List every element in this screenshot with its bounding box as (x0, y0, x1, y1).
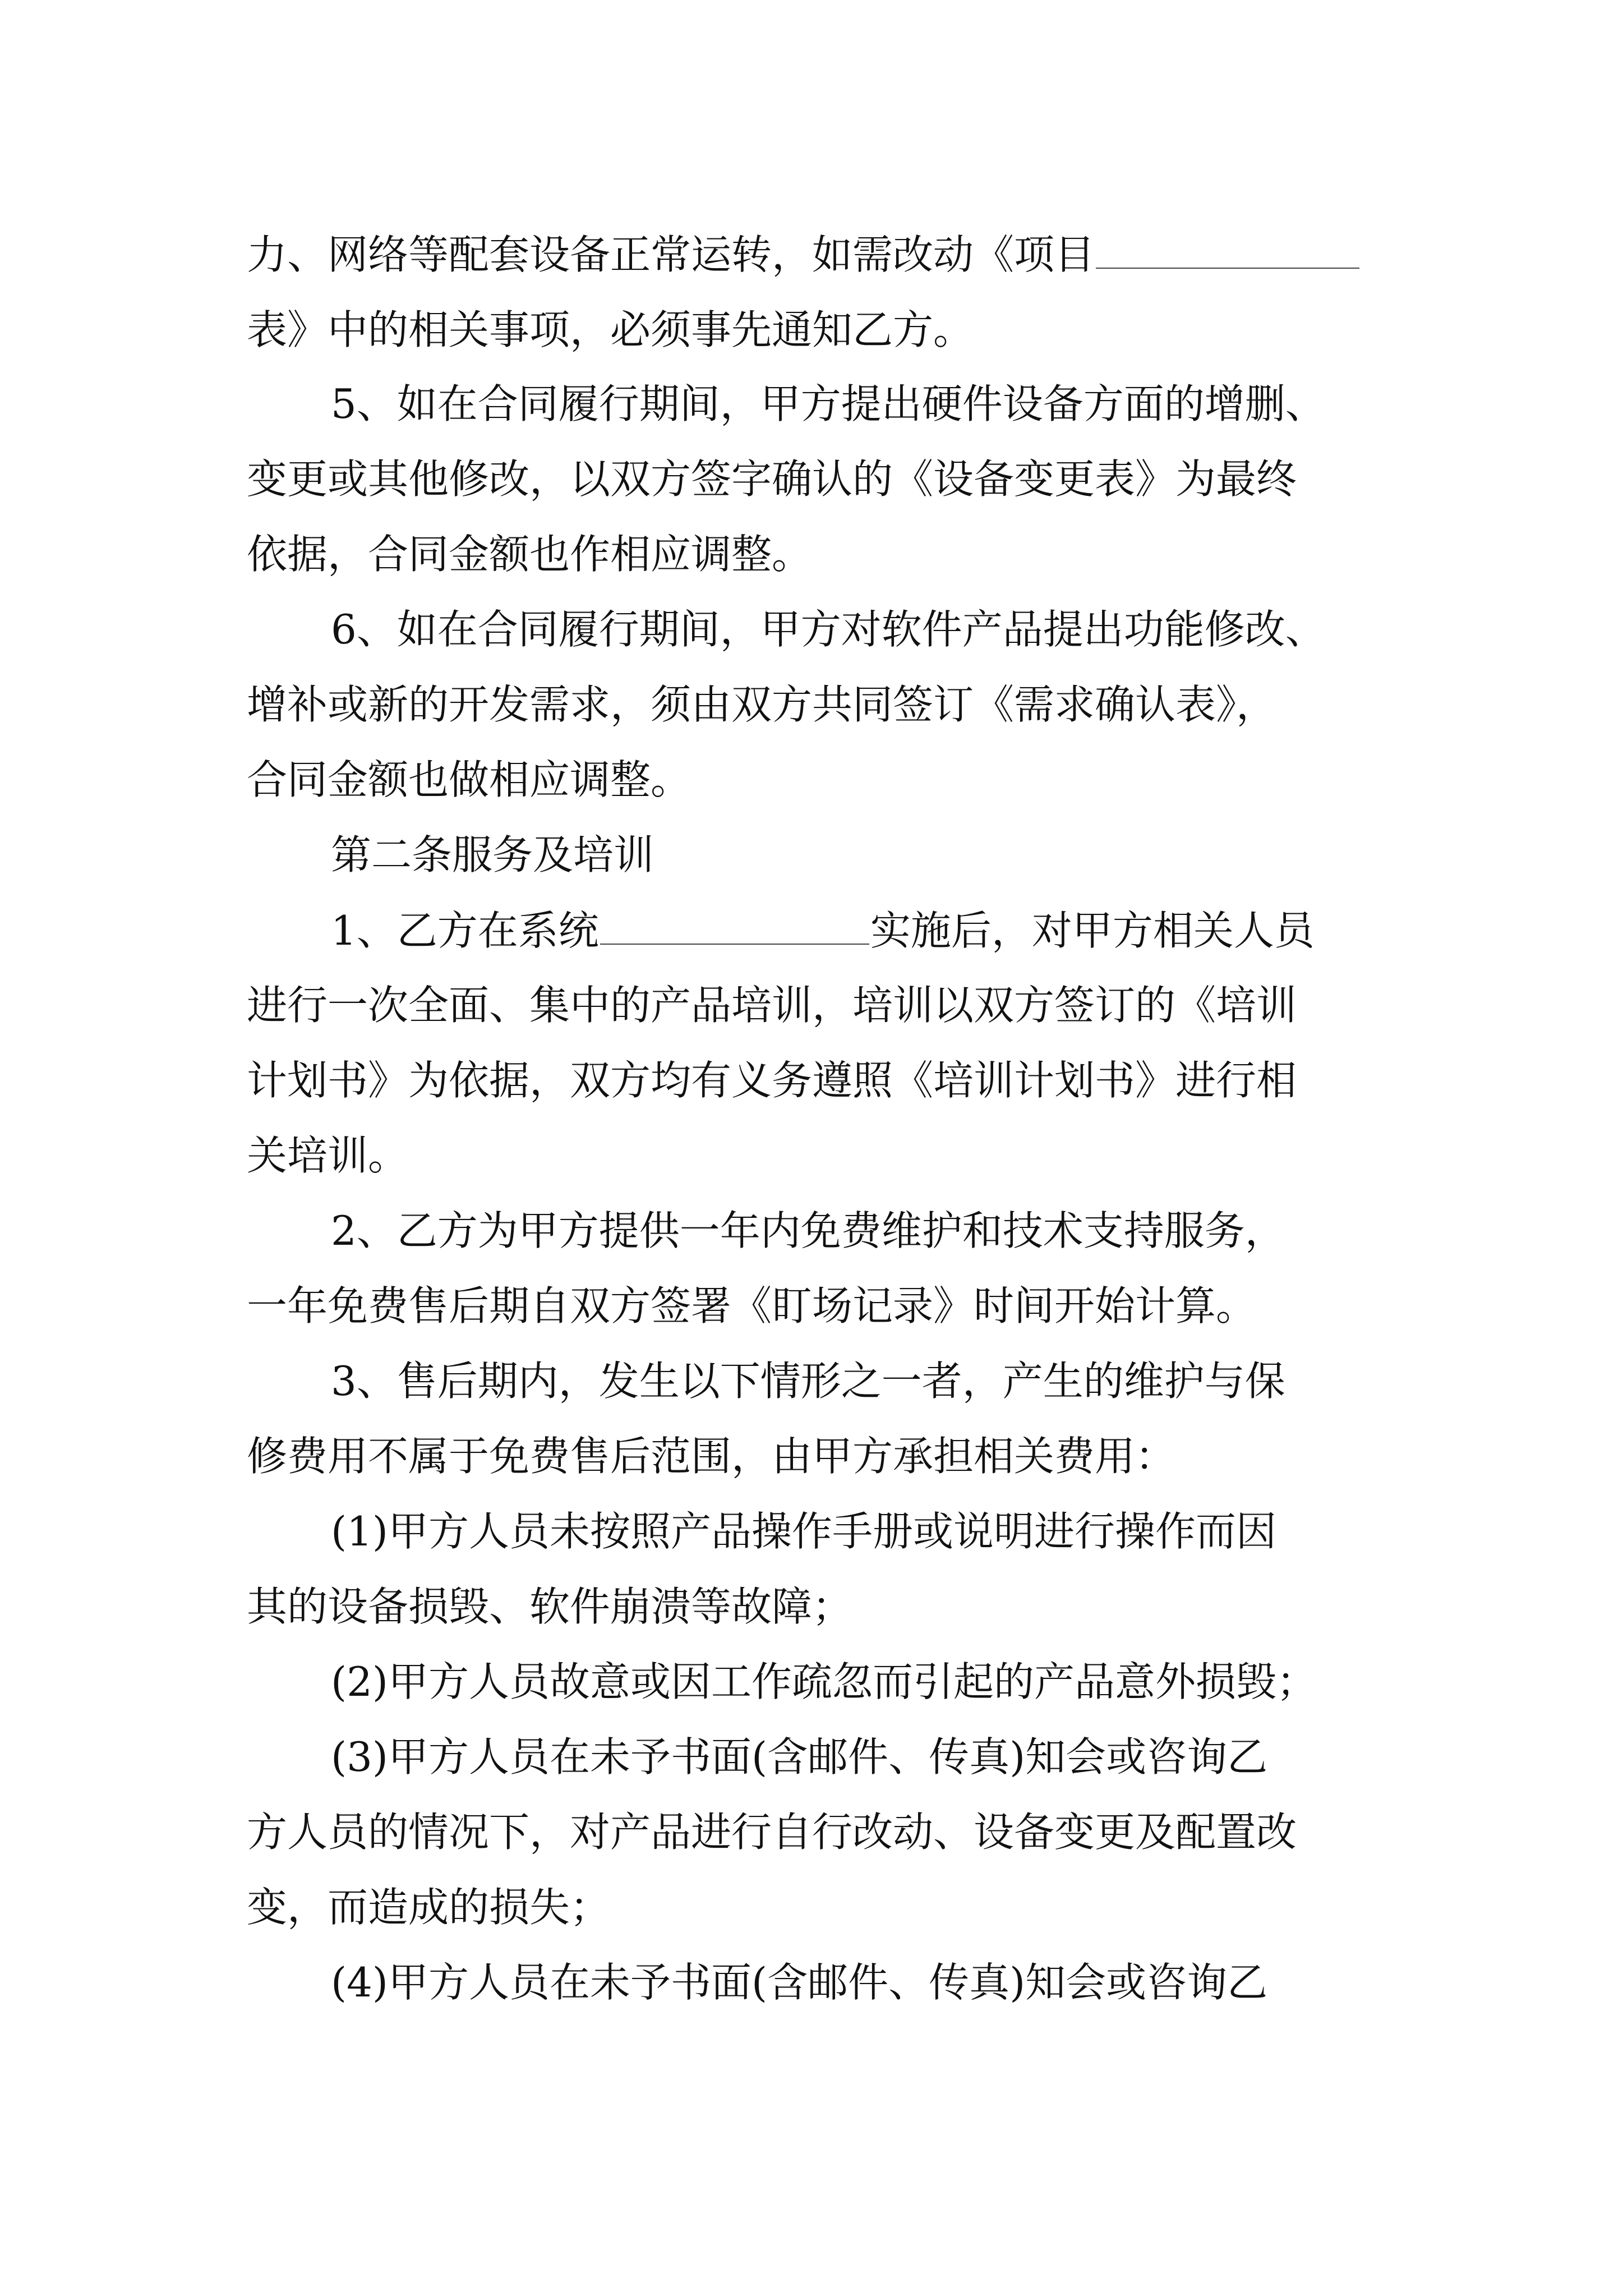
text-segment: 力、网络等配套设备正常运转，如需改动《项目 (247, 231, 1095, 278)
text-line (247, 1805, 1297, 1859)
text-segment: 计划书》为依据，双方均有义务遵照《培训计划书》进行相 (247, 1057, 1297, 1104)
text-line (331, 903, 1315, 957)
text-line (331, 602, 1326, 656)
text-segment: 依据，合同金额也作相应调整。 (247, 531, 813, 578)
text-segment: (1)甲方人员未按照产品操作手册或说明进行操作而因 (331, 1508, 1276, 1555)
text-segment: (2)甲方人员故意或因工作疏忽而引起的产品意外损毁； (331, 1658, 1317, 1705)
text-line (247, 1053, 1297, 1107)
text-line (331, 377, 1326, 431)
text-segment: 第二条服务及培训 (331, 831, 654, 878)
text-segment: 方人员的情况下，对产品进行自行改动、设备变更及配置改 (247, 1809, 1297, 1856)
text-line (247, 1429, 1175, 1483)
text-line (247, 1129, 408, 1182)
text-segment: 修费用不属于免费售后范围，由甲方承担相关费用： (247, 1433, 1176, 1480)
text-segment: 表》中的相关事项，必须事先通知乙方。 (247, 306, 974, 353)
text-line (331, 1955, 1267, 2009)
text-segment: 实施后，对甲方相关人员 (870, 907, 1315, 954)
text-line (247, 1580, 852, 1634)
text-segment: 变，而造成的损失； (247, 1884, 611, 1931)
text-segment: (3)甲方人员在未予书面(含邮件、传真)知会或咨询乙 (331, 1733, 1268, 1780)
text-line (247, 303, 974, 357)
text-segment: (4)甲方人员在未予书面(含邮件、传真)知会或咨询乙 (331, 1959, 1268, 2006)
text-segment: 关培训。 (247, 1132, 409, 1179)
text-line (331, 828, 654, 882)
text-segment: 6、如在合同履行期间，甲方对软件产品提出功能修改、 (331, 606, 1326, 653)
text-segment: 5、如在合同履行期间，甲方提出硬件设备方面的增删、 (331, 380, 1326, 427)
text-segment: 合同金额也做相应调整。 (247, 756, 691, 803)
text-line (247, 753, 691, 807)
text-line (331, 1504, 1276, 1558)
text-segment: 2、乙方为甲方提供一年内免费维护和技术支持服务， (331, 1207, 1285, 1254)
text-segment: 其的设备损毁、软件崩溃等故障； (247, 1583, 853, 1630)
fill-in-blank (600, 903, 869, 945)
text-line (331, 1354, 1285, 1408)
fill-in-blank (1096, 227, 1359, 269)
text-line (247, 452, 1297, 506)
text-line (247, 227, 1361, 281)
text-segment: 增补或新的开发需求，须由双方共同签订《需求确认表》， (247, 681, 1277, 728)
text-segment: 进行一次全面、集中的产品培训，培训以双方签订的《培训 (247, 982, 1297, 1029)
text-segment: 一年免费售后期自双方签署《盯场记录》时间开始计算。 (247, 1282, 1257, 1329)
text-line (247, 1279, 1256, 1333)
text-line (247, 527, 812, 581)
text-line (331, 1730, 1267, 1784)
text-line (247, 978, 1297, 1032)
text-segment: 3、售后期内，发生以下情形之一者，产生的维护与保 (331, 1358, 1285, 1405)
text-line (331, 1204, 1285, 1258)
text-segment: 变更或其他修改，以双方签字确认的《设备变更表》为最终 (247, 455, 1297, 503)
text-line (247, 678, 1276, 731)
text-line (247, 1880, 610, 1934)
text-segment: 1、乙方在系统 (331, 907, 599, 954)
text-line (331, 1655, 1317, 1709)
